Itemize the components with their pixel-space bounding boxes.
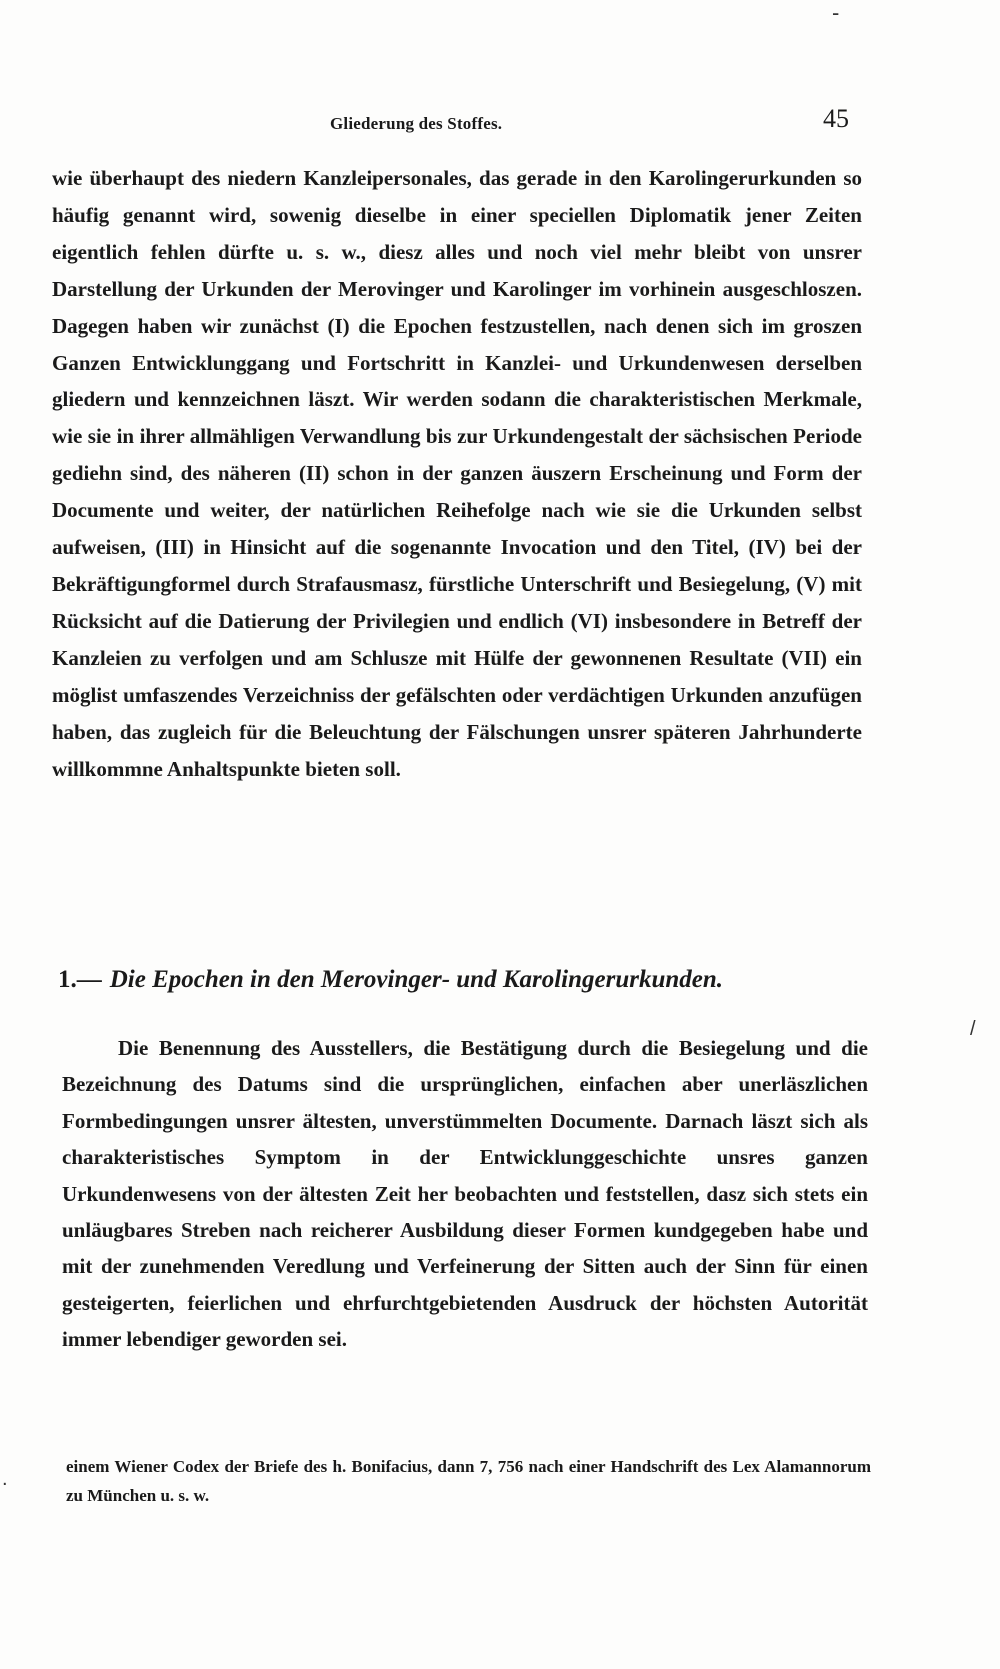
stray-mark-left-margin: . <box>2 1468 8 1490</box>
section-number: 1.— <box>58 966 102 993</box>
page-number: 45 <box>823 104 849 133</box>
section-title: Die Epochen in den Merovinger- und Karolingerurkunden. <box>109 966 724 993</box>
section-heading <box>58 966 868 994</box>
section-paragraph: Die Benennung des Ausstellers, die Bestätigung durch die Besiegelung und die Bezeichnung des Datums sind die ursprünglichen, einfachen aber unerläszlichen Formbedingungen unsrer ältesten, unverstümmelten Documente. Darnach läszt sich als charakteristisches Symptom in der Entwicklunggeschichte unsres ganzen Urkundenwesens von der ältesten Zeit her beobachten und feststellen, dasz sich stets ein unläugbares Streben nach reicherer Ausbildung dieser Formen kundgegeben habe und mit der zunehmenden Veredlung und Verfeinerung der Sitten auch der Sinn für einen gesteigerten, feierlichen und ehrfurchtgebietenden Ausdruck der höchsten Autorität immer lebendiger geworden sei. <box>62 1036 868 1352</box>
footnote: einem Wiener Codex der Briefe des h. Bonifacius, dann 7, 756 nach einer Handschrift des Lex Alamannorum zu München u. s. w. <box>66 1457 871 1505</box>
body-paragraph: wie überhaupt des niedern Kanzleipersonales, das gerade in den Karolingerurkunden so häufig genannt wird, sowenig dieselbe in einer speciellen Diplomatik jener Zeiten eigentlich fehlen dürfte u. s. w., diesz alles und noch viel mehr bleibt von unsrer Darstellung der Urkunden der Merovinger und Karolinger im vorhinein ausgeschloszen. Dagegen haben wir zunächst (I) die Epochen festzustellen, nach denen sich im groszen Ganzen Entwicklunggang und Fortschritt in Kanzlei- und Urkundenwesen derselben gliedern und kennzeichnen läszt. Wir werden sodann die charakteristischen Merkmale, wie sie in ihrer allmähligen Verwandlung bis zur Urkundengestalt der sächsischen Periode gediehn sind, des näheren (II) schon in der ganzen äuszern Erscheinung und Form der Documente und weiter, der natürlichen Reihefolge nach wie sie die Urkunden selbst aufweisen, (III) in Hinsicht auf die sogenannte Invocation und den Titel, (IV) bei der Bekräftigungformel durch Strafausmasz, fürstliche Unterschrift und Besiegelung, (V) mit Rücksicht auf die Datierung der Privilegien und endlich (VI) insbesondere in Betreff der Kanzleien zu verfolgen und am Schlusze mit Hülfe der gewonnenen Resultate (VII) ein möglist umfaszendes Verzeichniss der gefälschten oder verdächtigen Urkunden anzufügen haben, das zugleich für die Beleuchtung der Fälschungen unsrer späteren Jahrhunderte willkommne Anhaltspunkte bieten soll. <box>52 166 862 781</box>
stray-mark-top-right: - <box>832 0 840 25</box>
running-head-title: Gliederung des Stoffes. <box>330 114 503 133</box>
stray-mark-right-margin: / <box>970 1018 976 1040</box>
